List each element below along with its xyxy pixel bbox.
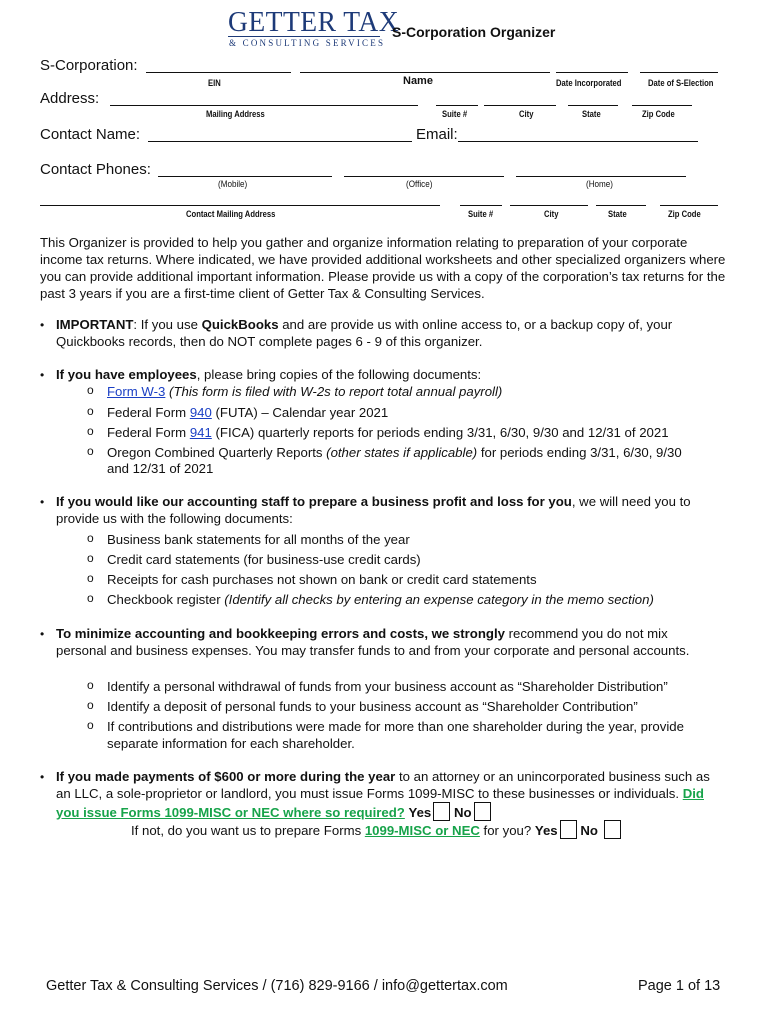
state-caption: State [582, 109, 601, 119]
sub-bullet-icon: o [87, 678, 94, 692]
item-italic: (other states if applicable) [326, 445, 478, 460]
yes-label-1: Yes [408, 805, 432, 820]
quickbooks-label: QuickBooks [201, 317, 279, 332]
company-logo-text: GETTER TAX [228, 6, 400, 38]
yes-checkbox-1[interactable] [433, 802, 450, 821]
no-label-1: No [453, 805, 472, 820]
form-940-link[interactable]: 940 [189, 405, 212, 420]
list-item: Credit card statements (for business-use credit cards) [107, 552, 421, 567]
list-item [107, 444, 682, 461]
mobile-caption: (Mobile) [218, 179, 248, 189]
contact-state-field[interactable] [596, 205, 646, 206]
date-selection-caption: Date of S-Election [648, 78, 714, 88]
payments-rest: to an attorney or an unincorporated business such as an LLC, a sole-proprietor or landlord, you must issue Forms 1099-MISC to these businesses or individuals. [56, 769, 710, 801]
item-text: Federal Form [107, 405, 190, 420]
no-label-2: No [580, 823, 598, 838]
mailing-address-caption: Mailing Address [206, 109, 265, 119]
important-note [56, 316, 726, 350]
employees-bold: If you have employees [56, 367, 197, 382]
list-item-continued: and 12/31 of 2021 [107, 461, 214, 476]
contact-mailing-caption: Contact Mailing Address [186, 209, 276, 219]
sub-bullet-icon: o [87, 424, 94, 438]
email-field[interactable] [458, 141, 698, 142]
mobile-phone-field[interactable] [158, 176, 332, 177]
question-text: If not, do you want us to prepare Forms [131, 823, 365, 838]
form-w3-link[interactable]: Form W-3 [107, 384, 166, 399]
contact-city-caption: City [544, 209, 559, 219]
ein-caption: EIN [208, 78, 221, 88]
profit-loss-paragraph [56, 493, 726, 527]
contact-suite-caption: Suite # [468, 209, 494, 219]
list-item: Identify a deposit of personal funds to your business account as “Shareholder Contribution” [107, 699, 638, 714]
sub-bullet-icon: o [87, 383, 94, 397]
list-item-continued: separate information for each shareholder. [107, 736, 355, 751]
list-item: Identify a personal withdrawal of funds from your business account as “Shareholder Distribution” [107, 679, 668, 694]
contact-phones-label: Contact Phones: [40, 161, 151, 178]
zip-caption: Zip Code [642, 109, 675, 119]
bookkeeping-rest: recommend you do not mix personal and business expenses. You may transfer funds to and from your corporate and personal accounts. [56, 626, 690, 658]
payments-paragraph [56, 768, 716, 821]
important-label: IMPORTANT [56, 317, 134, 332]
contact-zip-caption: Zip Code [668, 209, 701, 219]
item-text: (FUTA) – Calendar year 2021 [211, 405, 389, 420]
contact-mailing-address-field[interactable] [40, 205, 440, 206]
sub-bullet-icon: o [87, 444, 94, 458]
form-1099-link[interactable]: 1099-MISC or NEC [364, 823, 480, 838]
contact-city-field[interactable] [510, 205, 588, 206]
suite-field[interactable] [436, 105, 478, 106]
prepare-1099-question [131, 820, 621, 839]
bullet-icon: • [40, 770, 45, 784]
contact-zip-field[interactable] [660, 205, 718, 206]
bullet-icon: • [40, 627, 45, 641]
sub-bullet-icon: o [87, 718, 94, 732]
profit-loss-rest: , we will need you to provide us with the following documents: [56, 494, 691, 526]
list-item: Business bank statements for all months of the year [107, 532, 410, 547]
sub-bullet-icon: o [87, 571, 94, 585]
office-phone-field[interactable] [344, 176, 504, 177]
bullet-icon: • [40, 318, 45, 332]
profit-loss-bold: If you would like our accounting staff to prepare a business profit and loss for you [56, 494, 572, 509]
zip-field[interactable] [632, 105, 692, 106]
state-field[interactable] [568, 105, 618, 106]
list-item [107, 383, 502, 400]
list-item [107, 591, 654, 608]
name-field[interactable] [300, 72, 550, 73]
no-checkbox-1[interactable] [474, 802, 491, 821]
yes-checkbox-2[interactable] [560, 820, 577, 839]
city-field[interactable] [484, 105, 556, 106]
date-incorporated-field[interactable] [556, 72, 628, 73]
item-text: (FICA) quarterly reports for periods ending 3/31, 6/30, 9/30 and 12/31 of 2021 [211, 425, 669, 440]
bookkeeping-bold: To minimize accounting and bookkeeping errors and costs, we strongly [56, 626, 505, 641]
important-text-2: and are provide us with online access to, or a backup copy of, your Quickbooks records, then do NOT complete pages 6 - 9 of this organizer. [56, 317, 673, 349]
footer-contact: Getter Tax & Consulting Services / (716) 829-9166 / info@gettertax.com [46, 978, 508, 994]
name-caption: Name [403, 75, 433, 87]
page-number: Page 1 of 13 [638, 978, 721, 994]
office-caption: (Office) [406, 179, 433, 189]
logo-rule [228, 36, 380, 37]
item-text: for periods ending 3/31, 6/30, 9/30 [477, 445, 682, 460]
date-selection-field[interactable] [640, 72, 718, 73]
contact-name-label: Contact Name: [40, 126, 141, 143]
important-text-1: : If you use [133, 317, 202, 332]
sub-bullet-icon: o [87, 591, 94, 605]
email-label: Email: [416, 126, 458, 143]
sub-bullet-icon: o [87, 404, 94, 418]
date-incorporated-caption: Date Incorporated [556, 78, 622, 88]
form-941-link[interactable]: 941 [189, 425, 212, 440]
issue-1099-question: Did you issue Forms 1099-MISC or NEC where so required? [56, 786, 704, 820]
question-text: for you? [479, 823, 532, 838]
ein-field[interactable] [146, 72, 291, 73]
list-item [107, 404, 388, 421]
contact-state-caption: State [608, 209, 627, 219]
home-phone-field[interactable] [516, 176, 686, 177]
item-text: Federal Form [107, 425, 190, 440]
w3-note: (This form is filed with W-2s to report total annual payroll) [169, 384, 503, 399]
item-text: Checkbook register [107, 592, 225, 607]
list-item: Receipts for cash purchases not shown on bank or credit card statements [107, 572, 537, 587]
page-title: S-Corporation Organizer [392, 24, 556, 40]
sub-bullet-icon: o [87, 531, 94, 545]
employees-rest: , please bring copies of the following documents: [196, 367, 482, 382]
yes-label-2: Yes [534, 823, 558, 838]
suite-caption: Suite # [442, 109, 468, 119]
company-logo-subtext: & CONSULTING SERVICES [229, 38, 386, 48]
city-caption: City [519, 109, 534, 119]
contact-suite-field[interactable] [460, 205, 502, 206]
employees-heading [56, 366, 481, 383]
sub-bullet-icon: o [87, 551, 94, 565]
item-italic: (Identify all checks by entering an expense category in the memo section) [224, 592, 654, 607]
item-text: Oregon Combined Quarterly Reports [107, 445, 327, 460]
bullet-icon: • [40, 495, 45, 509]
sub-bullet-icon: o [87, 698, 94, 712]
mailing-address-field[interactable] [110, 105, 418, 106]
contact-name-field[interactable] [148, 141, 412, 142]
bullet-icon: • [40, 368, 45, 382]
scorp-label: S-Corporation: [40, 57, 138, 74]
home-caption: (Home) [586, 179, 614, 189]
list-item [107, 424, 669, 441]
intro-paragraph: This Organizer is provided to help you gather and organize information relating to preparation of your corporate income tax returns. Where indicated, we have provided additional worksheets and other specialized organizers where you can provide additional important information. Please provide us with a copy of the corporation’s tax returns for the past 3 years if you are a first-time client of Getter Tax & Consulting Services. [40, 235, 726, 301]
bookkeeping-paragraph [56, 625, 716, 659]
no-checkbox-2[interactable] [604, 820, 621, 839]
payments-bold: If you made payments of $600 or more during the year [56, 769, 396, 784]
list-item: If contributions and distributions were made for more than one shareholder during the year, provide [107, 719, 684, 734]
address-label: Address: [40, 90, 100, 107]
